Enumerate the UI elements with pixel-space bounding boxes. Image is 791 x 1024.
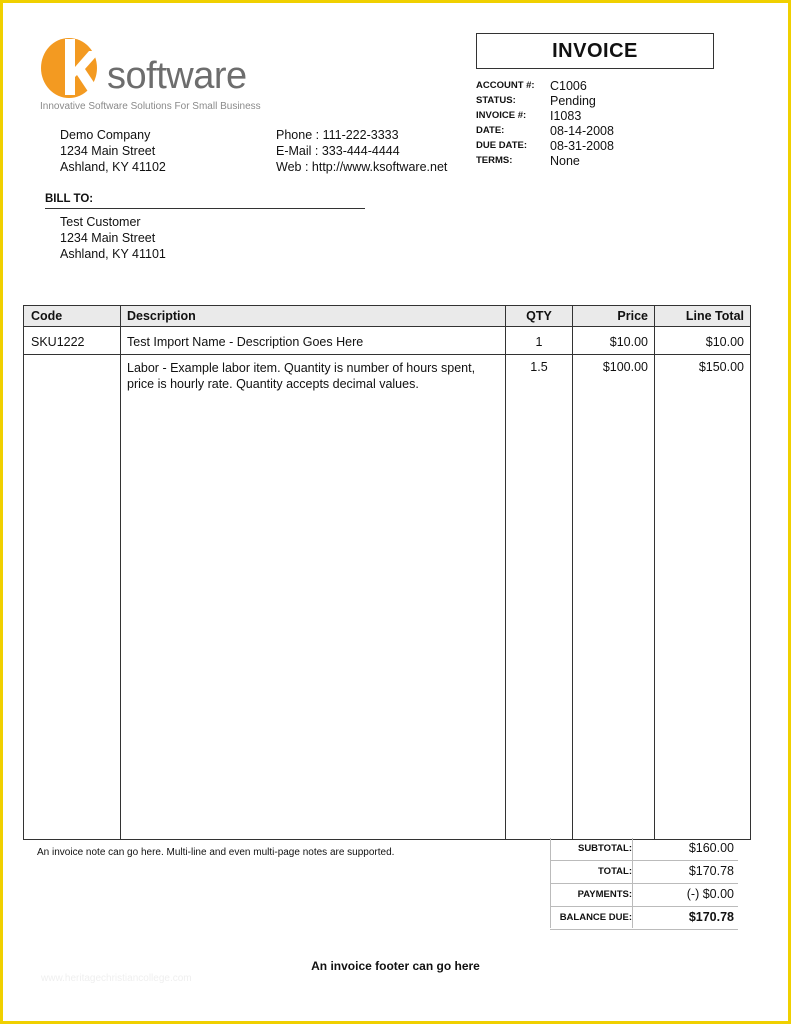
cell-description: Test Import Name - Description Goes Here: [127, 335, 364, 349]
bill-to-heading: BILL TO:: [45, 193, 365, 209]
company-name: Demo Company: [60, 128, 151, 142]
meta-label: DATE:: [476, 125, 505, 136]
meta-label: ACCOUNT #:: [476, 80, 535, 91]
column-divider: [654, 306, 655, 839]
bill-to-address: [60, 214, 166, 262]
meta-value: Pending: [550, 94, 596, 108]
company-logo: [39, 33, 269, 118]
column-divider: [120, 306, 121, 839]
totals-row-balance-due: [550, 907, 738, 930]
company-email: E-Mail : 333-444-4444: [276, 144, 400, 158]
company-web: Web : http://www.ksoftware.net: [276, 160, 448, 174]
totals-value: $160.00: [688, 841, 734, 855]
meta-value: I1083: [550, 109, 582, 123]
cell-line-total: $150.00: [698, 360, 744, 374]
cell-price: $10.00: [609, 335, 648, 349]
totals-value: $170.78: [688, 864, 734, 878]
line-items-table: [23, 305, 751, 840]
cell-code: SKU1222: [31, 335, 85, 349]
totals-value: $170.78: [688, 910, 734, 924]
cell-qty: 1.5: [530, 360, 548, 374]
totals-label: PAYMENTS:: [577, 889, 632, 900]
meta-value: C1006: [550, 79, 587, 93]
company-contact: [276, 127, 447, 175]
column-header-code: Code: [31, 309, 63, 323]
totals-label: TOTAL:: [598, 866, 632, 877]
customer-address-line2: Ashland, KY 41101: [60, 247, 166, 261]
meta-label: TERMS:: [476, 155, 513, 166]
column-divider: [505, 306, 506, 839]
totals-row-payments: [550, 884, 738, 907]
watermark-text: www.heritagechristiancollege.com: [41, 973, 192, 984]
company-phone: Phone : 111-222-3333: [276, 128, 399, 142]
cell-description: Labor - Example labor item. Quantity is number of hours spent, price is hourly rate. Quantity accepts decimal values.: [127, 361, 476, 391]
totals-label: SUBTOTAL:: [577, 843, 632, 854]
meta-label: DUE DATE:: [476, 140, 528, 151]
totals-value: (-) $0.00: [686, 887, 734, 901]
totals-block: [550, 838, 738, 930]
company-address-line2: Ashland, KY 41102: [60, 160, 166, 174]
column-header-line-total: Line Total: [685, 309, 744, 323]
column-divider: [572, 306, 573, 839]
totals-row-total: [550, 861, 738, 884]
meta-value: None: [550, 154, 580, 168]
meta-value: 08-14-2008: [550, 124, 614, 138]
invoice-note: An invoice note can go here. Multi-line and even multi-page notes are supported.: [37, 847, 395, 858]
k-logo-icon: [39, 33, 109, 103]
meta-label: INVOICE #:: [476, 110, 527, 121]
cell-qty: 1: [535, 335, 543, 349]
column-header-description: Description: [127, 309, 196, 323]
invoice-footer: An invoice footer can go here: [311, 959, 480, 973]
row-divider: [24, 354, 750, 355]
cell-line-total: $10.00: [705, 335, 744, 349]
logo-wordmark: software: [107, 55, 247, 97]
invoice-title: INVOICE: [476, 33, 714, 69]
cell-price: $100.00: [602, 360, 648, 374]
totals-row-subtotal: [550, 838, 738, 861]
customer-name: Test Customer: [60, 215, 141, 229]
column-header-price: Price: [617, 309, 648, 323]
logo-tagline: Innovative Software Solutions For Small Business: [40, 101, 261, 112]
company-address-line1: 1234 Main Street: [60, 144, 156, 158]
company-address: [60, 127, 166, 175]
meta-value: 08-31-2008: [550, 139, 614, 153]
meta-label: STATUS:: [476, 95, 516, 106]
column-header-qty: QTY: [526, 309, 552, 323]
customer-address-line1: 1234 Main Street: [60, 231, 156, 245]
totals-label: BALANCE DUE:: [559, 912, 632, 923]
